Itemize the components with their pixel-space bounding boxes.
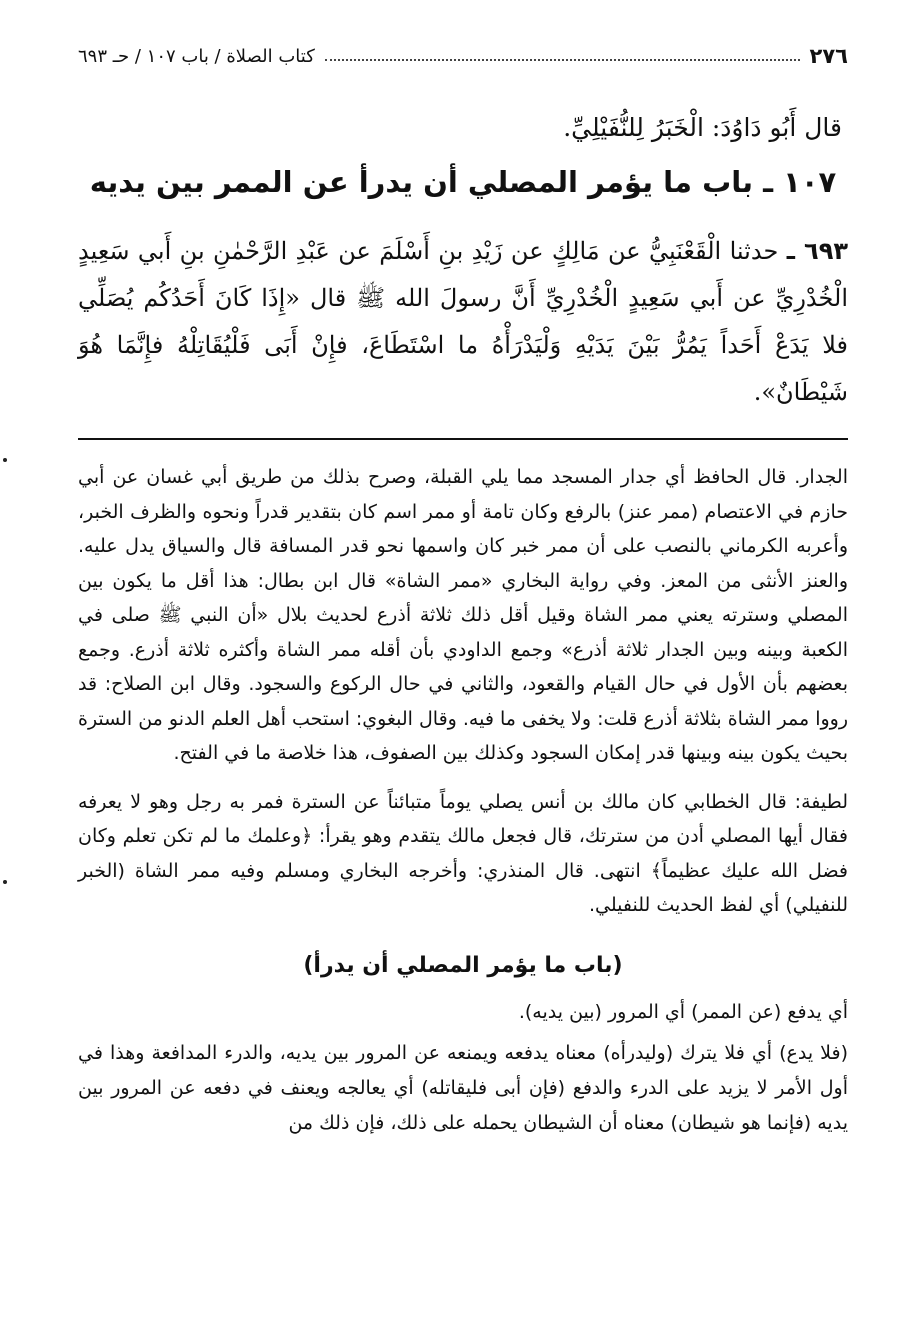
scan-margin-mark bbox=[3, 458, 7, 462]
chapter-title: ١٠٧ ـ باب ما يؤمر المصلي أن يدرأ عن الممر بين يديه bbox=[89, 165, 837, 199]
hadith-number: ٦٩٣ ـ bbox=[786, 237, 848, 265]
hadith-text: حدثنا الْقَعْنَبِيُّ عن مَالِكٍ عن زَيْدِ بنِ أَسْلَمَ عن عَبْدِ الرَّحْمٰنِ بنِ أَبي سَعِيدٍ الْخُدْرِيِّ عن أَبي سَعِيدٍ الْخُدْرِيِّ أَنَّ رسولَ الله ﷺ قال «إِذَا كَانَ أَحَدُكُم يُصَلِّي فلا يَدَعْ أَحَداً يَمُرُّ بَيْنَ يَدَيْهِ وَلْيَدْرَأْهُ ما اسْتَطَاعَ، فإِنْ أَبَى فَلْيُقَاتِلْهُ فإِنَّمَا هُوَ شَيْطَانٌ». bbox=[78, 237, 848, 406]
header-dotted-leader bbox=[325, 59, 800, 61]
explanation-section bbox=[78, 995, 848, 1141]
running-title: كتاب الصلاة / باب ١٠٧ / حـ ٦٩٣ bbox=[78, 45, 315, 67]
page-header bbox=[78, 36, 848, 76]
explanation-line: أي يدفع (عن الممر) أي المرور (بين يديه). bbox=[518, 1000, 848, 1023]
book-page bbox=[78, 36, 848, 1141]
section-divider bbox=[78, 438, 848, 440]
page-number: ٢٧٦ bbox=[809, 44, 848, 68]
commentary-paragraph: لطيفة: قال الخطابي كان مالك بن أنس يصلي يوماً متبائناً عن السترة فمر به رجل وهو لا يعرفه فقال أيها المصلي أدن من سترتك، قال فجعل مالك يتقدم وهو يقرأ: ﴿وعلمك ما لم تكن تعلم وكان فضل الله عليك عظيماً﴾ انتهى. قال المنذري: وأخرجه البخاري ومسلم وفيه ممر الشاة (الخبر للنفيلي) أي لفظ الحديث للنفيلي. bbox=[78, 790, 848, 916]
commentary-chapter-title: (باب ما يؤمر المصلي أن يدرأ) bbox=[303, 952, 623, 978]
scan-margin-mark bbox=[3, 880, 7, 884]
hadith-text-block bbox=[78, 228, 848, 416]
commentary-paragraph: الجدار. قال الحافظ أي جدار المسجد مما يلي القبلة، وصرح بذلك من طريق أبي غسان عن أبي حازم في الاعتصام (ممر عنز) بالرفع وكان تامة أو ممر اسم كان بتقدير قدراً ونحوه والظرف الخبر، وأعربه الكرماني بالنصب على أن ممر خبر كان واسمها نحو قدر المسافة قال والسياق يدل عليه. والعنز الأنثى من المعز. وفي رواية البخاري «ممر الشاة» قال ابن بطال: هذا أقل ما يكون بين المصلي وسترته يعني ممر الشاة وقيل أقل ذلك ثلاثة أذرع لحديث بلال «أن النبي ﷺ صلى في الكعبة وبينه وبين الجدار ثلاثة أذرع» وجمع الداودي بأن أقله ممر الشاة وأكثره ثلاثة أذرع. وجمع بعضهم بأن الأول في حال القيام والقعود، والثاني في حال الركوع والسجود. وقال ابن الصلاح: قد رووا ممر الشاة بثلاثة أذرع قلت: ولا يخفى ما فيه. وقال البغوي: استحب أهل العلم الدنو من السترة بحيث يكون بينه وبينها قدر إمكان السجود وكذلك بين الصفوف، هذا خلاصة ما في الفتح. bbox=[77, 466, 848, 764]
narrator-attribution: قال أَبُو دَاوُدَ: الْخَبَرُ لِلنُّفَيْلِيِّ. bbox=[563, 113, 842, 142]
explanation-paragraph: (فلا يدع) أي فلا يترك (وليدرأه) معناه يدفعه ويمنعه عن المرور بين يديه، والدرء المدافعة وهذا في أول الأمر لا يزيد على الدرء والدفع (فإن أبى فليقاتله) أي يعالجه ويعنف في دفعه عن المرور بين يديه (فإنما هو شيطان) معناه أن الشيطان يحمله على ذلك، فإن ذلك من bbox=[78, 1041, 848, 1134]
commentary-section bbox=[78, 460, 848, 923]
